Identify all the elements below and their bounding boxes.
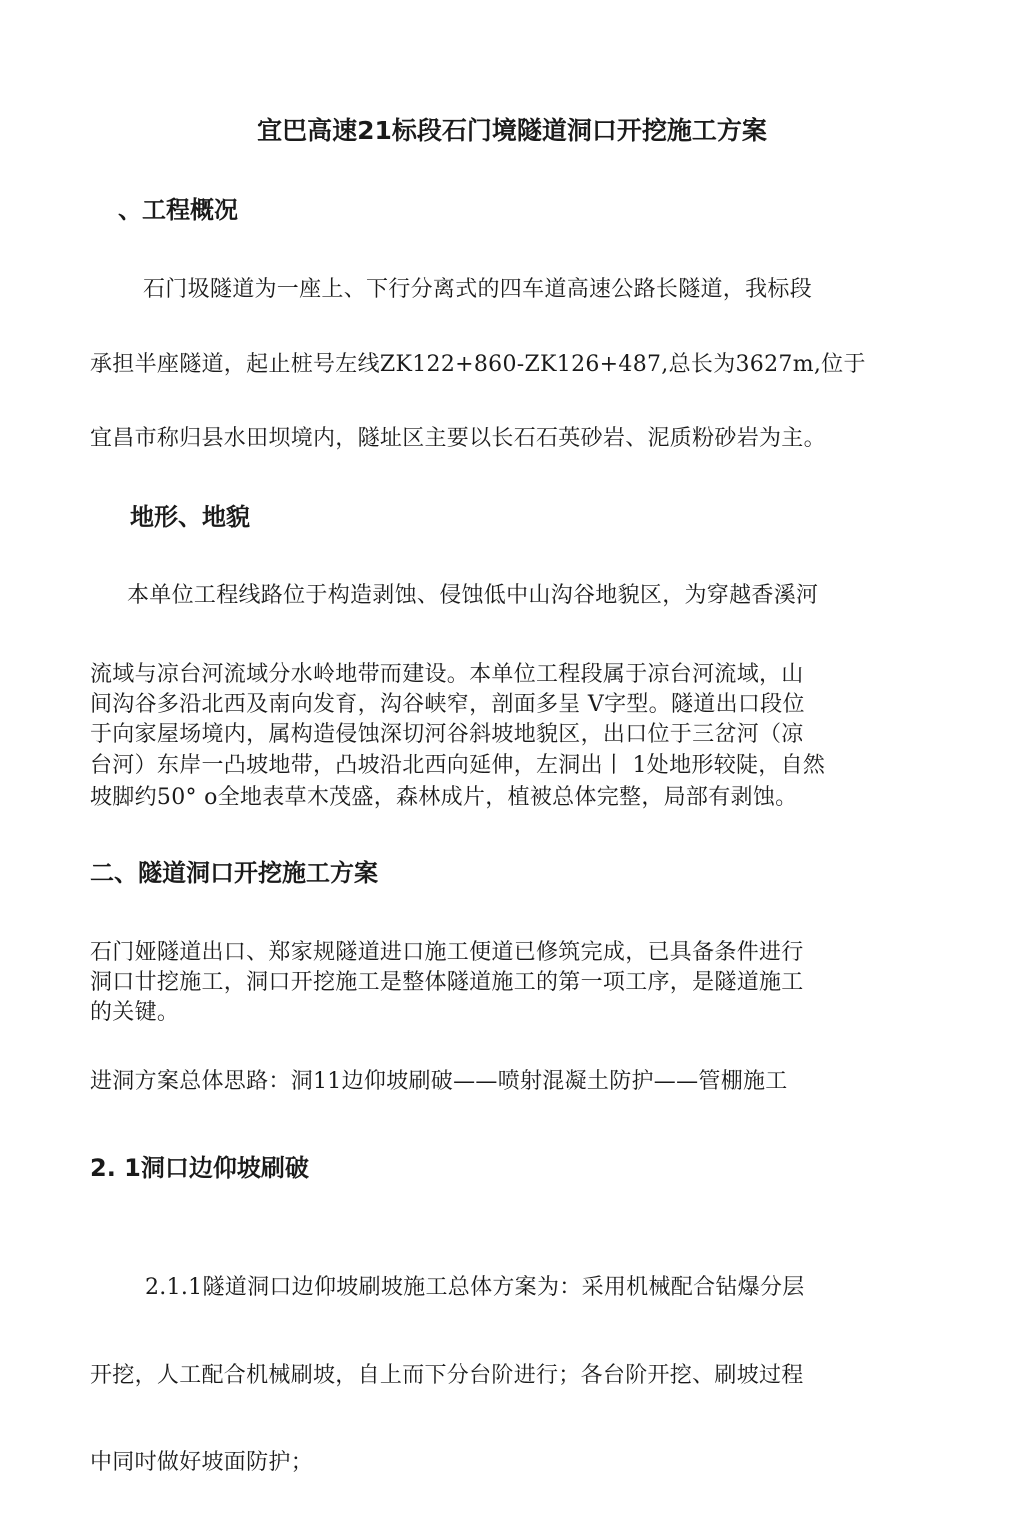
paragraph-line: 承担半座隧道，起止桩号左线ZK122+860-ZK126+487,总长为3627m,位于 xyxy=(90,352,866,377)
paragraph-line: 台河）东岸一凸坡地带，凸坡沿北西向延伸，左洞出丨 1处地形较陡，自然 xyxy=(90,753,826,778)
paragraph-line: 开挖，人工配合机械刷坡，自上而下分台阶进行；各台阶开挖、刷坡过程 xyxy=(90,1363,804,1388)
paragraph-line: 2.1.1隧道洞口边仰坡刷坡施工总体方案为：采用机械配合钻爆分层 xyxy=(145,1275,805,1300)
paragraph-line: 石门圾隧道为一座上、下行分离式的四车道高速公路长隧道，我标段 xyxy=(143,277,813,302)
paragraph-line: 洞口廿挖施工，洞口开挖施工是整体隧道施工的第一项工序，是隧道施工 xyxy=(90,970,804,995)
paragraph-line: 流域与凉台河流域分水岭地带而建设。本单位工程段属于凉台河流域，山 xyxy=(90,662,804,687)
paragraph-approach: 进洞方案总体思路：洞11边仰坡刷破——喷射混凝土防护——管棚施工 xyxy=(90,1069,788,1094)
paragraph-line: 间沟谷多沿北西及南向发育，沟谷峡窄，剖面多呈 V字型。隧道出口段位 xyxy=(90,692,805,717)
section-heading-overview: 、工程概况 xyxy=(118,196,238,224)
section-heading-excavation-plan: 二、隧道洞口开挖施工方案 xyxy=(90,859,378,887)
paragraph-line: 坡脚约50° o全地表草木茂盛，森林成片，植被总体完整，局部有剥蚀。 xyxy=(90,785,798,810)
subheading-2-1: 2. 1洞口边仰坡刷破 xyxy=(90,1154,309,1182)
paragraph-line: 石门娅隧道出口、郑家规隧道进口施工便道已修筑完成，已具备条件进行 xyxy=(90,940,804,965)
paragraph-line: 本单位工程线路位于构造剥蚀、侵蚀低中山沟谷地貌区，为穿越香溪河 xyxy=(127,583,819,608)
subheading-terrain: 地形、地貌 xyxy=(130,503,250,531)
paragraph-line: 中同吋做好坡面防护； xyxy=(90,1450,314,1475)
paragraph-line: 宜昌市称归县水田坝境内，隧址区主要以长石石英砂岩、泥质粉砂岩为主。 xyxy=(90,426,826,451)
paragraph-line: 于向家屋场境内，属构造侵蚀深切河谷斜坡地貌区，出口位于三岔河（凉 xyxy=(90,722,804,747)
paragraph-line: 的关键。 xyxy=(90,1000,180,1025)
document-title: 宜巴高速21标段石门境隧道洞口开挖施工方案 xyxy=(257,116,767,145)
